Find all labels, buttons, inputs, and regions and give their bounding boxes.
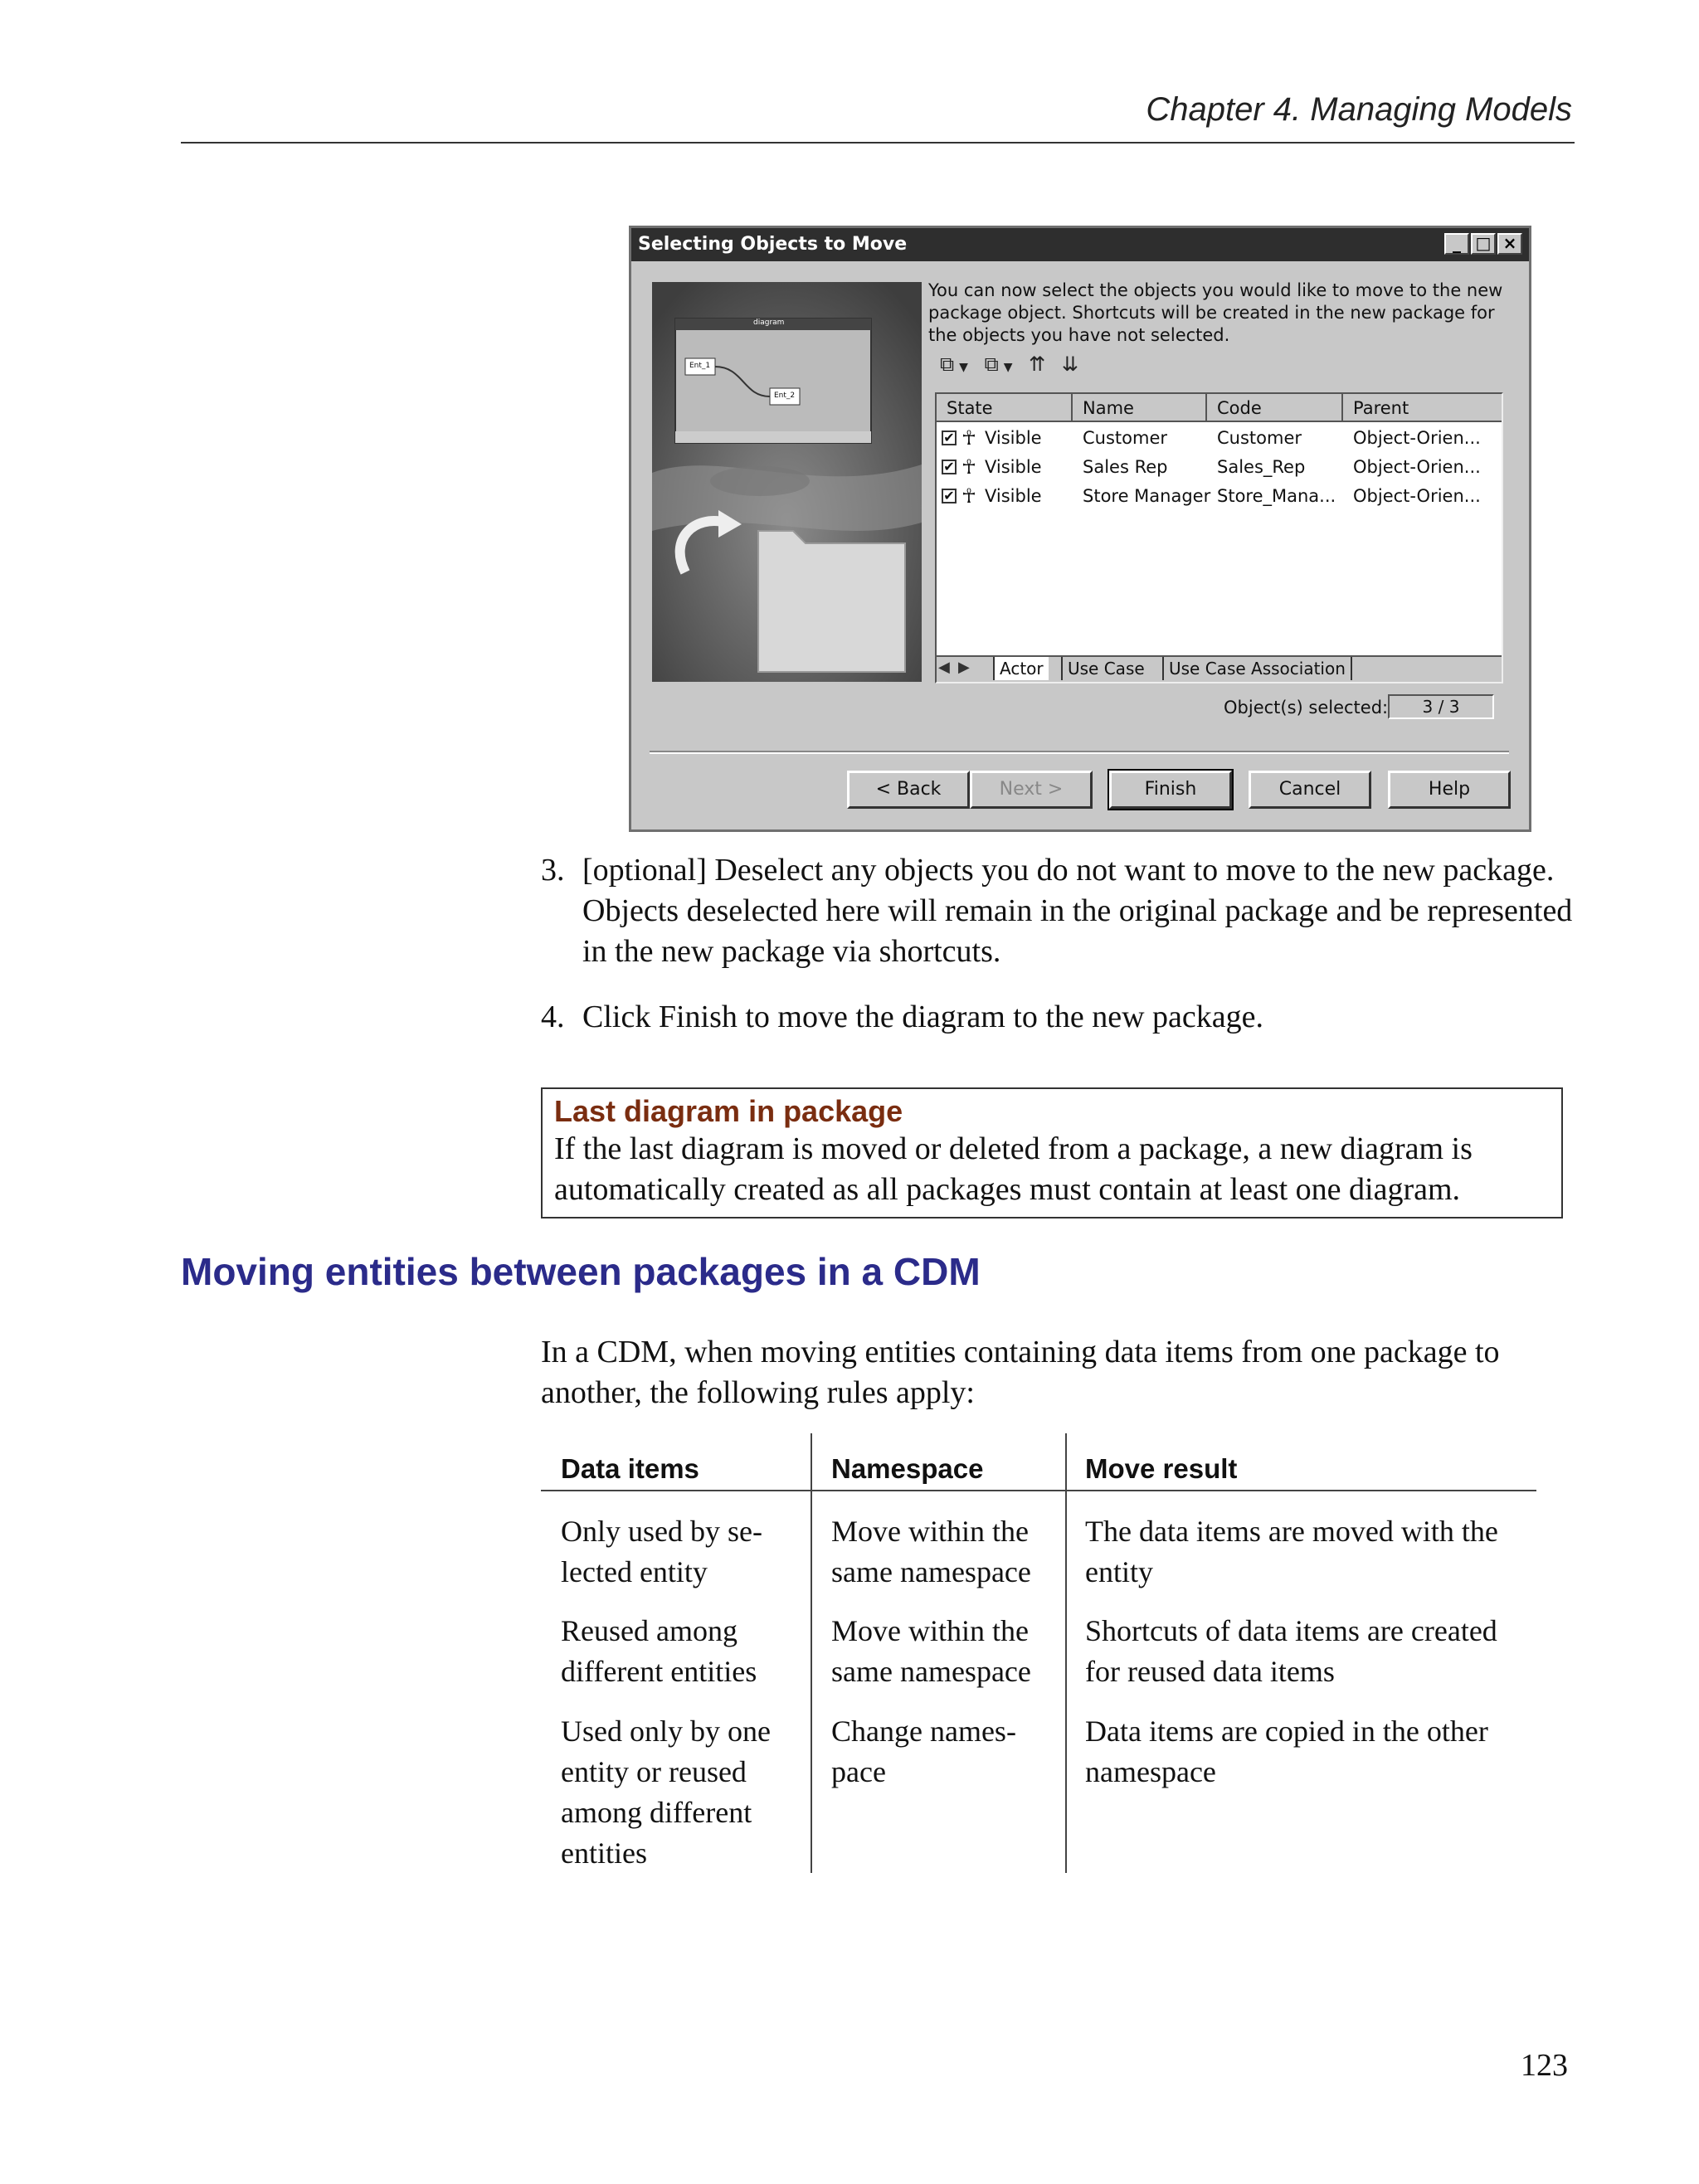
dialog-separator [650,751,1509,754]
column-header-name[interactable]: Name [1073,394,1207,422]
cell-line: among different [561,1796,752,1829]
tab-use-case[interactable]: Use Case [1061,657,1150,680]
cell-line: for reused data items [1085,1655,1335,1688]
cell-line: Change names- [831,1715,1016,1748]
column-header-parent[interactable]: Parent [1343,394,1503,422]
table-cell-namespace [831,1511,1031,1593]
cell-line: entities [561,1836,647,1870]
tab-use-case-association[interactable]: Use Case Association [1162,657,1352,680]
list-toolbar [940,353,1083,376]
actor-icon: ☥ [961,484,976,508]
wizard-illustration-art [652,282,922,682]
rules-table [541,1433,1536,1873]
table-header-namespace: Namespace [831,1453,984,1484]
table-cell-data-items [561,1511,762,1593]
row-state: Visible [985,428,1042,448]
list-row[interactable] [937,424,1503,452]
running-head: Chapter 4. Managing Models [1146,91,1572,128]
object-type-tabs [937,655,1502,682]
cell-line: pace [831,1755,886,1788]
tab-actor[interactable]: Actor [993,657,1049,680]
tab-scroll-right-icon[interactable]: ▶ [958,659,970,676]
cell-line: namespace [1085,1755,1216,1788]
step-text: [optional] Deselect any objects you do not want to move to the new package. Objects deselected here will remain in the original package and be represented in the new package via shortcuts. [582,853,1573,969]
cell-line: Move within the [831,1614,1029,1647]
header-rule [181,142,1575,143]
dialog-title: Selecting Objects to Move [631,228,1529,261]
finish-button[interactable]: Finish [1109,771,1232,809]
column-divider [1065,1433,1067,1873]
cancel-button[interactable]: Cancel [1249,771,1371,809]
row-name: Customer [1083,428,1168,448]
actor-icon: ☥ [961,455,976,479]
list-item [541,850,1578,972]
steps-list [541,850,1578,1063]
row-parent: Object-Orien... [1353,486,1481,506]
step-number: 3. [541,853,565,888]
row-checkbox[interactable]: ✔ [942,430,957,445]
page-number: 123 [1521,2048,1568,2083]
row-state: Visible [985,486,1042,506]
table-header-move-result: Move result [1085,1453,1238,1484]
next-button[interactable]: Next > [970,771,1093,809]
row-checkbox[interactable]: ✔ [942,489,957,503]
list-row[interactable] [937,482,1503,510]
step-number: 4. [541,1000,565,1034]
table-cell-data-items [561,1611,757,1692]
cell-line: same namespace [831,1555,1031,1588]
row-name: Sales Rep [1083,457,1168,477]
row-state: Visible [985,457,1042,477]
dropdown-arrow-icon[interactable]: ▼ [959,361,973,374]
minimize-icon[interactable]: _ [1444,233,1469,255]
cell-line: entity [1085,1555,1153,1588]
help-button[interactable]: Help [1388,771,1511,809]
section-intro: In a CDM, when moving entities containing data items from one package to another, the following rules apply: [541,1335,1500,1410]
cell-line: Only used by se- [561,1515,762,1548]
objects-selected-value: 3 / 3 [1388,694,1494,719]
column-divider [811,1433,812,1873]
header-rule-table [541,1490,1536,1491]
table-cell-result [1085,1611,1497,1692]
cell-line: same namespace [831,1655,1031,1688]
move-up-icon[interactable]: ⇈ [1029,353,1051,376]
list-row[interactable] [937,453,1503,481]
objects-list [935,392,1503,683]
dialog-selecting-objects [629,226,1531,832]
cell-line: lected entity [561,1555,708,1588]
row-code: Sales_Rep [1217,457,1306,477]
cell-line: Used only by one [561,1715,771,1748]
close-icon[interactable]: × [1497,233,1522,255]
tab-scroll-left-icon[interactable]: ◀ [938,659,950,676]
cell-line: entity or reused [561,1755,747,1788]
mini-entity-1: Ent_1 [689,362,711,370]
select-all-icon[interactable]: ⧉ [940,353,960,376]
table-cell-result [1085,1711,1488,1792]
maximize-icon[interactable]: □ [1471,233,1496,255]
back-button[interactable]: < Back [847,771,970,809]
row-checkbox[interactable]: ✔ [942,460,957,474]
cell-line: Data items are copied in the other [1085,1715,1488,1748]
dropdown-arrow-icon[interactable]: ▼ [1003,361,1018,374]
row-code: Customer [1217,428,1302,448]
mini-entity-2: Ent_2 [774,392,796,400]
cell-line: different entities [561,1655,757,1688]
cell-line: Shortcuts of data items are created [1085,1614,1497,1647]
row-code: Store_Mana... [1217,486,1336,506]
deselect-all-icon[interactable]: ⧉ [984,353,1004,376]
wizard-illustration [652,282,922,682]
row-name: Store Manager [1083,486,1211,506]
row-parent: Object-Orien... [1353,457,1481,477]
move-down-icon[interactable]: ⇊ [1061,353,1083,376]
table-cell-namespace [831,1611,1031,1692]
cell-line: Move within the [831,1515,1029,1548]
note-box [541,1087,1563,1218]
note-text: If the last diagram is moved or deleted from a package, a new diagram is automatically created as all packages must contain at least one diagram. [554,1131,1473,1207]
objects-selected-label: Object(s) selected: [1224,698,1389,717]
section-heading: Moving entities between packages in a CDM [181,1250,981,1293]
table-header-data-items: Data items [561,1453,699,1484]
mini-window-title: diagram [753,319,785,327]
list-item [541,997,1578,1038]
column-header-code[interactable]: Code [1207,394,1343,422]
step-text: Click Finish to move the diagram to the new package. [582,1000,1264,1034]
cell-line: The data items are moved with the [1085,1515,1498,1548]
table-cell-namespace [831,1711,1016,1792]
table-cell-data-items [561,1711,771,1874]
table-cell-result [1085,1511,1498,1593]
row-parent: Object-Orien... [1353,428,1481,448]
cell-line: Reused among [561,1614,738,1647]
actor-icon: ☥ [961,426,976,450]
dialog-intro-text: You can now select the objects you would like to move to the new package object. Shortcuts will be created in the new package for the objects you have not selected. [928,280,1503,345]
note-title: Last diagram in package [554,1094,903,1128]
column-header-state[interactable]: State [937,394,1073,422]
